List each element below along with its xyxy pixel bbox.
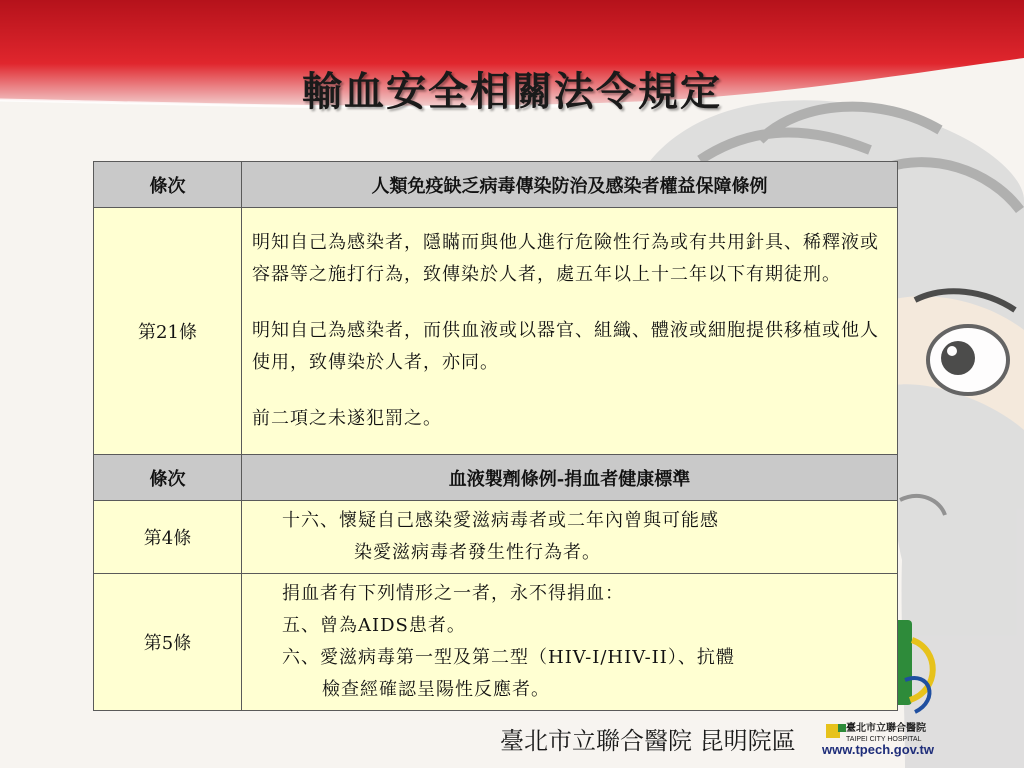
website-url: www.tpech.gov.tw [822, 742, 934, 757]
article-paragraph: 前二項之未遂犯罰之。 [252, 408, 442, 429]
article-number: 第21條 [94, 208, 242, 455]
header-article-col: 條次 [94, 162, 242, 208]
article-line: 六、愛滋病毒第一型及第二型（HIV-I/HIV-II）、抗體 [282, 647, 735, 668]
table-header-row [94, 162, 898, 208]
article-content [242, 574, 898, 711]
law-table [93, 161, 898, 711]
table-row [94, 501, 898, 574]
header-law-title: 人類免疫缺乏病毒傳染防治及感染者權益保障條例 [242, 162, 898, 208]
table-row [94, 208, 898, 455]
hospital-name: 臺北市立聯合醫院 昆明院區 [500, 727, 796, 755]
article-line: 染愛滋病毒者發生性行為者。 [354, 542, 601, 563]
logo-text: 臺北市立聯合醫院 [846, 723, 926, 734]
article-number: 第4條 [94, 501, 242, 574]
table-header-row [94, 455, 898, 501]
article-line: 檢查經確認呈陽性反應者。 [322, 679, 550, 700]
article-content [242, 208, 898, 455]
article-line: 十六、懷疑自己感染愛滋病毒者或二年內曾與可能感 [282, 510, 719, 531]
article-line: 五、曾為AIDS患者。 [282, 615, 466, 636]
article-line: 捐血者有下列情形之一者，永不得捐血： [282, 583, 624, 604]
table-row [94, 574, 898, 711]
article-paragraph: 明知自己為感染者，隱瞞而與他人進行危險性行為或有共用針具、稀釋液或容器等之施打行為，致傳染於人者，處五年以上十二年以下有期徒刑。 [252, 232, 879, 285]
page-title: 輸血安全相關法令規定 [302, 68, 722, 115]
logo-subtext: TAIPEI CITY HOSPITAL [846, 736, 922, 743]
header-article-col: 條次 [94, 455, 242, 501]
article-number: 第5條 [94, 574, 242, 711]
article-content [242, 501, 898, 574]
article-paragraph: 明知自己為感染者，而供血液或以器官、組織、體液或細胞提供移植或他人使用，致傳染於人者，亦同。 [252, 320, 879, 373]
header-law-title: 血液製劑條例-捐血者健康標準 [242, 455, 898, 501]
